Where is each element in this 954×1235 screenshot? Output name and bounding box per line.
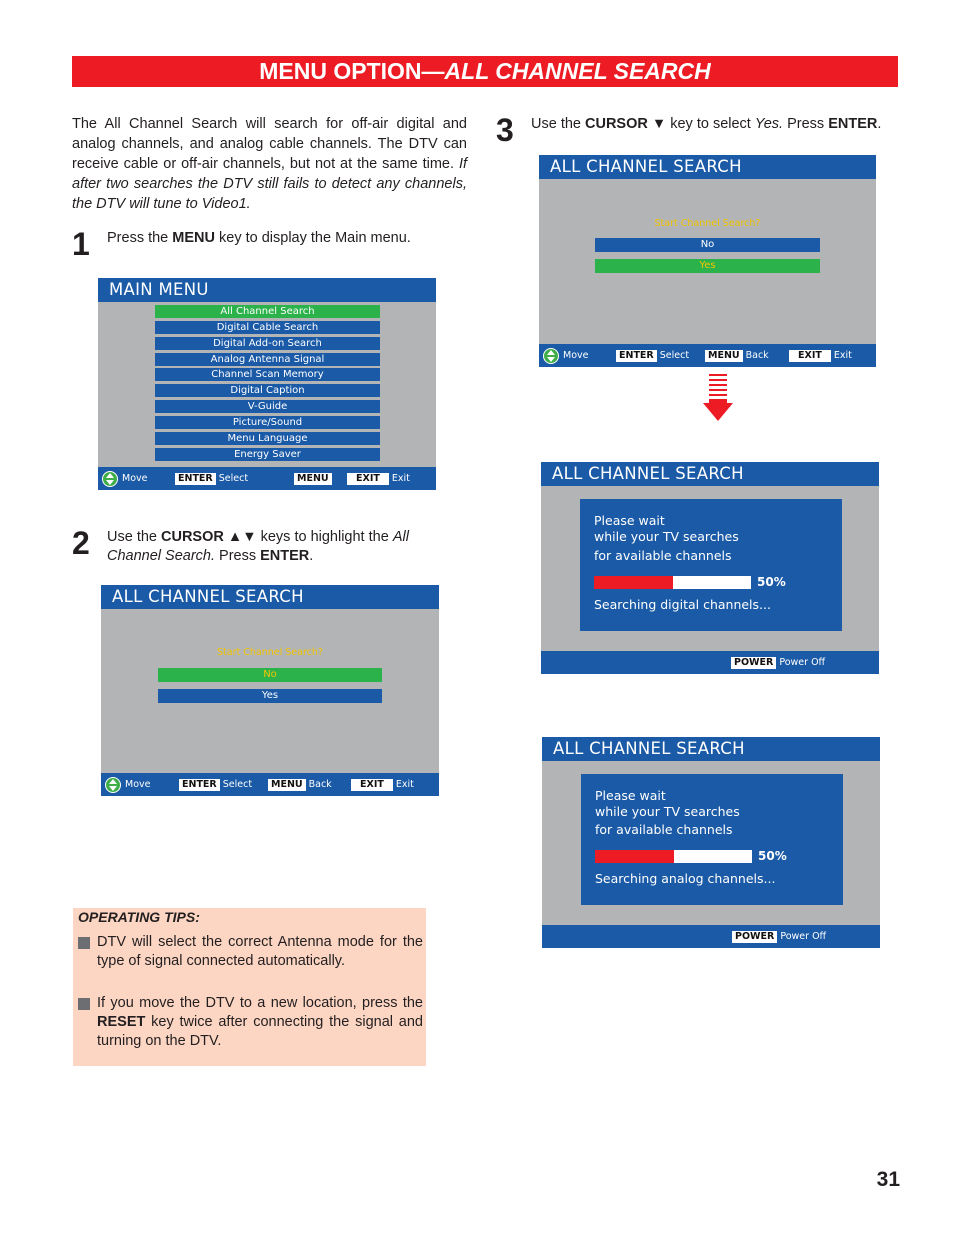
footer-enter (179, 773, 252, 796)
main-menu-item: Energy Saver (155, 448, 380, 461)
step-2-enter: ENTER (260, 548, 310, 564)
main-menu-item: Digital Cable Search (155, 321, 380, 334)
intro-paragraph (72, 114, 467, 214)
step-2-text-a: Use the (107, 529, 161, 545)
footer-menu (294, 467, 335, 490)
enter-key: ENTER (616, 350, 657, 362)
step-1-text-a: Press the (107, 230, 173, 246)
progress-screen-title: ALL CHANNEL SEARCH (541, 462, 879, 486)
down-arrow-icon (702, 374, 734, 422)
search-screen-title: ALL CHANNEL SEARCH (101, 585, 439, 609)
step-2-text-d: Press (215, 548, 261, 564)
progress-screen-digital (541, 462, 879, 674)
page-number: 31 (876, 1168, 900, 1191)
main-menu-item: All Channel Search (155, 305, 380, 318)
wait-line-2: while your TV searches (594, 529, 739, 544)
power-key: POWER (731, 657, 776, 669)
step-2-number: 2 (72, 525, 90, 561)
exit-label: Exit (833, 350, 852, 361)
search-screen-no (101, 585, 439, 796)
back-label: Back (308, 779, 332, 790)
footer-menu (268, 773, 332, 796)
main-menu-item: Menu Language (155, 432, 380, 445)
main-menu-screen (98, 278, 436, 490)
footer-exit (347, 467, 410, 490)
intro-text: The All Channel Search will search for off-air digital and analog channels, and analog cable channels. The DTV can receive cable or off-air channels, but not at the same time. (72, 116, 467, 172)
step-3-text (531, 115, 903, 134)
footer-exit (351, 773, 414, 796)
step-2-text (107, 528, 439, 566)
step-3-target: Yes. (754, 116, 784, 132)
move-arrows-icon (105, 777, 121, 793)
exit-key: EXIT (351, 779, 393, 791)
progress-screen-analog (542, 737, 880, 948)
power-key: POWER (732, 931, 777, 943)
wait-line-3: for available channels (594, 548, 732, 563)
move-label: Move (125, 779, 151, 790)
step-3-text-c: key to select (666, 116, 755, 132)
main-menu-item: Digital Caption (155, 384, 380, 397)
main-menu-item: V-Guide (155, 400, 380, 413)
tip-2-text-c: key twice after connecting the signal and turning on the DTV. (97, 1014, 423, 1049)
progress-fill (595, 850, 674, 863)
footer-move (102, 467, 147, 490)
footer-move (543, 344, 588, 367)
footer-enter (175, 467, 248, 490)
progress-percent: 50% (757, 575, 786, 589)
menu-key: MENU (268, 779, 306, 791)
step-3-number: 3 (496, 112, 514, 148)
main-menu-title: MAIN MENU (98, 278, 436, 302)
footer-power (731, 651, 825, 674)
tip-2-reset-key: RESET (97, 1014, 146, 1030)
progress-box (580, 499, 842, 631)
footer-power (732, 925, 826, 948)
move-arrows-icon (543, 348, 559, 364)
step-3-text-a: Use the (531, 116, 585, 132)
step-3-key: CURSOR ▼ (585, 116, 667, 132)
progress-status: Searching digital channels... (594, 597, 771, 612)
option-no: No (595, 238, 820, 252)
move-label: Move (563, 350, 589, 361)
progress-box (581, 774, 843, 905)
move-arrows-icon (102, 471, 118, 487)
main-menu-item: Channel Scan Memory (155, 368, 380, 381)
progress-screen-footer (542, 925, 880, 948)
search-screen-yes (539, 155, 876, 367)
exit-key: EXIT (347, 473, 389, 485)
tip-item (78, 994, 423, 1054)
select-label: Select (222, 779, 253, 790)
step-1-text-c: key to display the Main menu. (214, 230, 411, 246)
main-menu-item: Picture/Sound (155, 416, 380, 429)
option-yes: Yes (158, 689, 382, 703)
step-1-text (107, 229, 467, 248)
back-label: Back (745, 350, 769, 361)
option-no: No (158, 668, 382, 682)
wait-line-1: Please wait (594, 513, 665, 528)
progress-fill (594, 576, 673, 589)
footer-enter (616, 344, 689, 367)
progress-bar (594, 576, 751, 589)
power-off-label: Power Off (780, 931, 827, 942)
menu-key: MENU (294, 473, 332, 485)
menu-key: MENU (705, 350, 743, 362)
step-1-number: 1 (72, 226, 90, 262)
step-1-key: MENU (172, 230, 215, 246)
power-off-label: Power Off (779, 657, 826, 668)
option-yes: Yes (595, 259, 820, 273)
progress-screen-footer (541, 651, 879, 674)
search-prompt: Start Channel Search? (654, 218, 761, 229)
select-label: Select (659, 350, 690, 361)
progress-percent: 50% (758, 849, 787, 863)
exit-label: Exit (391, 473, 410, 484)
operating-tips-box (73, 908, 426, 1066)
footer-exit (789, 344, 852, 367)
enter-key: ENTER (179, 779, 220, 791)
main-menu-footer (98, 467, 436, 490)
footer-menu (705, 344, 769, 367)
page-banner (72, 56, 898, 87)
bullet-square-icon (78, 998, 90, 1010)
step-3-text-f: . (877, 116, 882, 132)
step-2-text-c: keys to highlight the (256, 529, 393, 545)
wait-line-3: for available channels (595, 822, 733, 837)
move-label: Move (122, 473, 148, 484)
step-3-enter: ENTER (828, 116, 878, 132)
search-screen-title: ALL CHANNEL SEARCH (539, 155, 876, 179)
progress-screen-title: ALL CHANNEL SEARCH (542, 737, 880, 761)
select-label: Select (218, 473, 249, 484)
step-2-target: All Channel Search. (107, 529, 409, 564)
wait-line-2: while your TV searches (595, 804, 740, 819)
banner-prefix: MENU OPTION— (259, 58, 445, 84)
step-2-text-f: . (309, 548, 314, 564)
step-2-key: CURSOR ▲▼ (161, 529, 257, 545)
tip-1-text: DTV will select the correct Antenna mode for the type of signal connected automatically. (97, 934, 423, 969)
tip-item (78, 933, 423, 991)
progress-bar (595, 850, 752, 863)
enter-key: ENTER (175, 473, 216, 485)
wait-line-1: Please wait (595, 788, 666, 803)
intro-note: If after two searches the DTV still fails to detect any channels, the DTV will tune to Video1. (72, 156, 467, 212)
bullet-square-icon (78, 937, 90, 949)
tip-2-text (97, 994, 423, 1051)
progress-status: Searching analog channels... (595, 871, 776, 886)
search-prompt: Start Channel Search? (217, 647, 323, 658)
search-screen-footer (539, 344, 876, 367)
tips-title: OPERATING TIPS: (78, 909, 200, 925)
exit-label: Exit (395, 779, 414, 790)
main-menu-item: Digital Add-on Search (155, 337, 380, 350)
search-screen-footer (101, 773, 439, 796)
main-menu-item: Analog Antenna Signal (155, 353, 380, 366)
tip-2-text-a: If you move the DTV to a new location, press the (97, 995, 423, 1011)
step-3-text-d: Press (783, 116, 829, 132)
banner-title: ALL CHANNEL SEARCH (444, 58, 711, 84)
footer-move (105, 773, 150, 796)
exit-key: EXIT (789, 350, 831, 362)
